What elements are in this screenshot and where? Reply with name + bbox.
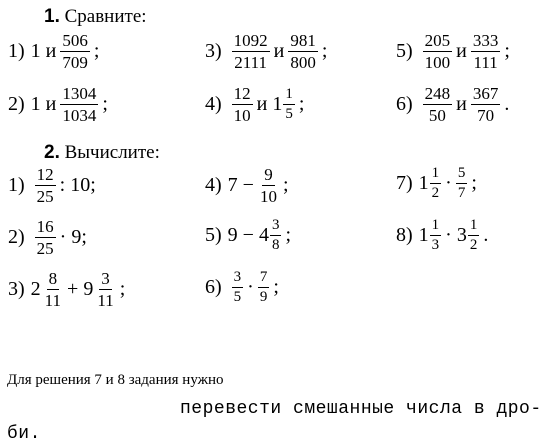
numerator: 367 (472, 84, 499, 103)
denominator: 25 (36, 239, 54, 258)
denominator: 3 (431, 237, 440, 253)
note-line-3: би. (7, 424, 41, 444)
expression-lead: 9 − 4 (227, 224, 269, 246)
punctuation: ; (504, 40, 510, 62)
fraction (60, 32, 90, 71)
punctuation: ; (321, 40, 328, 62)
fraction (258, 270, 270, 305)
operator: · (445, 172, 452, 194)
fraction (60, 85, 98, 124)
whole-number: 1 (418, 224, 429, 246)
item-number: 5) (396, 40, 413, 62)
note-line-1: Для решения 7 и 8 задания нужно (7, 372, 224, 388)
item-number: 6) (396, 93, 413, 115)
conjunction: и (45, 40, 57, 62)
denominator: 1034 (62, 106, 97, 125)
numerator: 248 (424, 84, 451, 103)
fraction (471, 32, 501, 71)
task1-item-6 (396, 85, 509, 124)
item-number: 3) (205, 40, 222, 62)
punctuation: ; (298, 93, 305, 115)
numerator: 9 (264, 165, 273, 184)
task2-item-7 (396, 166, 477, 201)
note-line-2: перевести смешанные числа в дро- (180, 399, 542, 419)
fraction (232, 85, 253, 124)
fraction (232, 32, 270, 71)
whole-number: 1 (30, 93, 41, 115)
numerator: 1304 (62, 84, 97, 103)
denominator: 2111 (234, 53, 268, 72)
task1-item-3 (205, 32, 327, 71)
task1-item-2 (8, 85, 108, 124)
task1-number: 1. (44, 6, 60, 27)
numerator: 5 (456, 166, 468, 184)
punctuation: ; (273, 276, 279, 298)
punctuation: . (483, 224, 489, 246)
fraction (35, 166, 56, 205)
fraction (468, 218, 480, 253)
task2-item-8 (396, 218, 488, 253)
expression-lead: 7 − (227, 174, 254, 196)
task2-item-3 (8, 270, 125, 309)
item-number: 5) (205, 224, 222, 246)
conjunction: и (456, 40, 467, 62)
denominator: 25 (36, 187, 54, 206)
operator: · (247, 276, 254, 298)
whole-number: 1 (272, 93, 283, 115)
denominator: 5 (285, 106, 293, 122)
numerator: 333 (472, 31, 499, 50)
denominator: 10 (259, 187, 277, 206)
denominator: 11 (97, 291, 114, 310)
denominator: 100 (424, 53, 451, 72)
conjunction: и (45, 93, 57, 115)
numerator: 1 (430, 218, 442, 236)
conjunction: и (256, 93, 268, 115)
task1-item-4 (205, 85, 304, 124)
denominator: 5 (233, 289, 242, 305)
item-number: 4) (205, 93, 222, 115)
fraction (258, 166, 279, 205)
punctuation: ; (282, 174, 289, 196)
task2-number: 2. (44, 142, 60, 163)
task2-item-5 (205, 218, 291, 253)
expression-mid: + 9 (67, 278, 94, 300)
item-number: 2) (8, 93, 25, 115)
denominator: 50 (428, 106, 446, 125)
numerator: 1 (430, 166, 442, 184)
numerator: 506 (62, 31, 88, 50)
denominator: 9 (259, 289, 268, 305)
item-number: 1) (8, 174, 25, 196)
denominator: 10 (233, 106, 251, 125)
numerator: 205 (424, 31, 451, 50)
task1-item-5 (396, 32, 510, 71)
conjunction: и (456, 93, 467, 115)
denominator: 8 (271, 237, 280, 253)
conjunction: и (273, 40, 285, 62)
numerator: 7 (258, 270, 270, 288)
task1-item-1 (8, 32, 99, 71)
numerator: 3 (270, 218, 282, 236)
fraction (430, 166, 442, 201)
numerator: 1 (283, 87, 295, 105)
punctuation: . (504, 93, 510, 115)
denominator: 111 (473, 53, 498, 72)
expression-tail: · 9; (59, 226, 87, 248)
fraction (430, 218, 442, 253)
expression-tail: : 10; (59, 174, 96, 196)
numerator: 3 (232, 270, 244, 288)
numerator: 12 (233, 84, 251, 103)
task1-title: Сравните: (64, 6, 147, 27)
item-number: 2) (8, 226, 25, 248)
fraction (288, 32, 318, 71)
denominator: 7 (457, 185, 466, 201)
whole-number: 1 (30, 40, 41, 62)
denominator: 11 (44, 291, 62, 310)
fraction (35, 218, 56, 257)
item-number: 8) (396, 224, 413, 246)
operator: · 3 (445, 224, 467, 246)
punctuation: ; (471, 172, 477, 194)
numerator: 1 (468, 218, 480, 236)
item-number: 7) (396, 172, 413, 194)
task1-heading (44, 6, 147, 28)
fraction (270, 218, 282, 253)
fraction (43, 270, 63, 309)
numerator: 1092 (233, 31, 268, 50)
punctuation: ; (102, 93, 108, 115)
task2-item-2 (8, 218, 87, 257)
numerator: 8 (48, 269, 58, 288)
task2-item-1 (8, 166, 96, 205)
fraction (232, 270, 244, 305)
punctuation: ; (285, 224, 292, 246)
task2-title: Вычислите: (64, 142, 160, 163)
item-number: 6) (205, 276, 222, 298)
fraction (456, 166, 468, 201)
task2-item-4 (205, 166, 289, 205)
denominator: 2 (469, 237, 478, 253)
denominator: 70 (477, 106, 495, 125)
task2-heading (44, 142, 160, 164)
fraction (423, 85, 453, 124)
numerator: 981 (290, 31, 316, 50)
fraction (471, 85, 501, 124)
task2-item-6 (205, 270, 279, 305)
denominator: 709 (62, 53, 88, 72)
item-number: 3) (8, 278, 25, 300)
whole-number: 2 (30, 278, 41, 300)
whole-number: 1 (418, 172, 429, 194)
denominator: 2 (431, 185, 440, 201)
fraction (423, 32, 453, 71)
numerator: 16 (36, 217, 54, 236)
item-number: 1) (8, 40, 25, 62)
fraction (283, 87, 295, 122)
numerator: 3 (101, 269, 110, 288)
numerator: 12 (36, 165, 54, 184)
fraction (95, 270, 115, 309)
punctuation: ; (93, 40, 100, 62)
item-number: 4) (205, 174, 222, 196)
denominator: 800 (290, 53, 316, 72)
punctuation: ; (119, 278, 126, 300)
